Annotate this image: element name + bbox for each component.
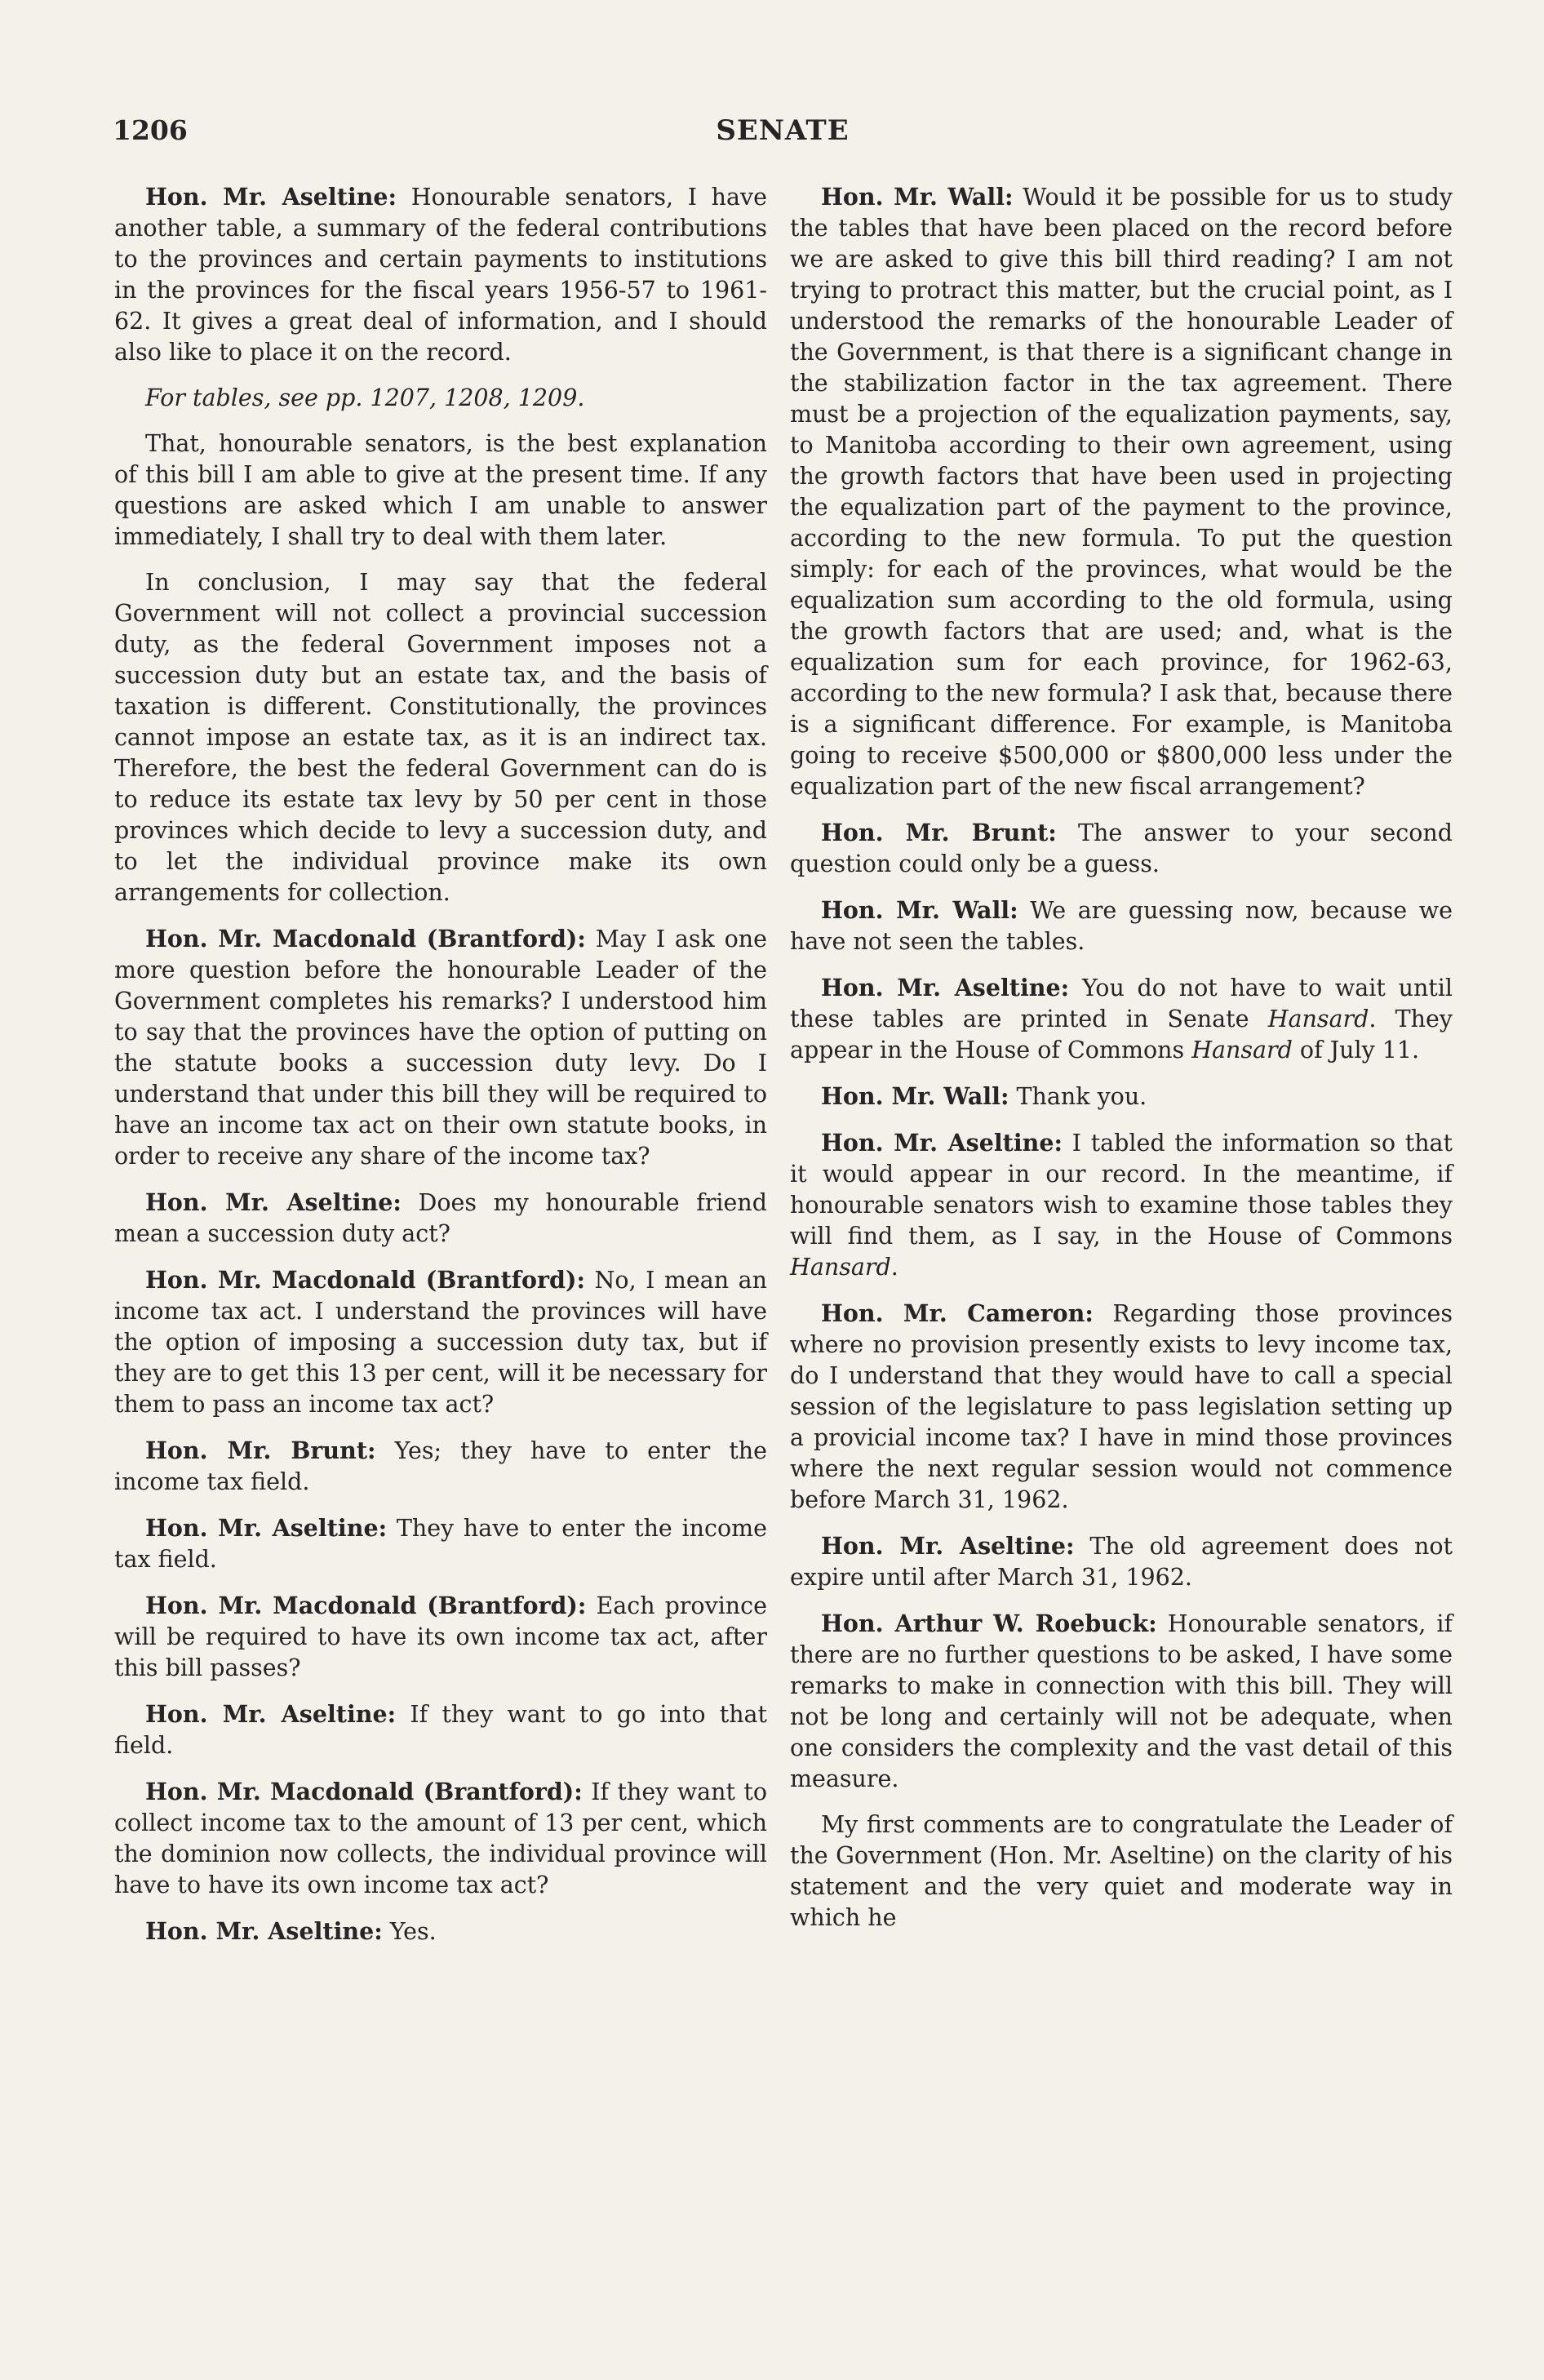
speech-text: Honourable senators, if there are no further questions to be asked, I have some remarks to make in connection with this bill. They will not be long and certainly will not be adequate, when one considers the complexity and the vast detail of this measure.: [790, 1610, 1453, 1792]
speech-text: of July 11.: [1292, 1037, 1420, 1063]
speaker-name: Hon. Mr. Macdonald (Brantford):: [145, 1778, 583, 1805]
hansard-title: Hansard: [1267, 1006, 1369, 1032]
paragraph: [114, 1916, 767, 1947]
table-reference-note: [114, 383, 767, 414]
speaker-name: Hon. Mr. Aseltine:: [145, 1917, 383, 1945]
paragraph: [114, 567, 767, 908]
speech-text: Yes.: [382, 1918, 437, 1945]
paragraph: [114, 428, 767, 553]
paragraph: [790, 1081, 1453, 1112]
speaker-name: Hon. Mr. Brunt:: [821, 819, 1057, 846]
right-column: [790, 181, 1453, 1948]
speaker-name: Hon. Mr. Aseltine:: [821, 1129, 1063, 1157]
paragraph: [790, 972, 1453, 1066]
paragraph: [114, 1435, 767, 1498]
speech-text: Yes; they have to enter the income tax field.: [114, 1437, 767, 1495]
speech-text: .: [890, 1254, 898, 1281]
speaker-name: Hon. Mr. Aseltine:: [145, 183, 397, 211]
paragraph: [114, 923, 767, 1172]
speech-text: They have to enter the income tax field.: [114, 1515, 768, 1573]
paragraph: [114, 181, 767, 368]
hansard-title: Hansard: [790, 1254, 891, 1281]
paragraph: [790, 1530, 1453, 1593]
paragraph: [114, 1776, 767, 1901]
paragraph: [790, 1608, 1453, 1795]
speaker-name: Hon. Mr. Wall:: [821, 1082, 1009, 1110]
page-header: [113, 114, 1453, 155]
speech-text: If they want to go into that field.: [114, 1701, 767, 1759]
speaker-name: Hon. Mr. Macdonald (Brantford):: [145, 925, 586, 952]
speech-text: No, I mean an income tax act. I understand the provinces will have the option of imposing a succession duty tax, but if they are to get this 13 per cent, will it be necessary for them to pass an income tax act?: [114, 1267, 767, 1418]
speaker-name: Hon. Mr. Aseltine:: [145, 1188, 402, 1216]
speaker-name: Hon. Mr. Aseltine:: [821, 1532, 1075, 1560]
paragraph: [790, 817, 1453, 880]
paragraph: [114, 1590, 767, 1684]
speech-text: In conclusion, I may say that the federal Government will not collect a provincial succession duty, as the federal Government imposes not a succession duty but an estate tax, and the basis of taxation is different. Constitutionally, the provinces cannot impose an estate tax, as it is an indirect tax. Therefore, the best the federal Government can do is to reduce its estate tax levy by 50 per cent in those provinces which decide to levy a succession duty, and to let the individual province make its own arrangements for collection.: [114, 569, 767, 906]
paragraph: [114, 1698, 767, 1761]
paragraph: [790, 1298, 1453, 1516]
paragraph: [114, 1264, 767, 1420]
paragraph: [790, 1127, 1453, 1283]
speaker-name: Hon. Mr. Brunt:: [145, 1436, 376, 1464]
speech-text: Would it be possible for us to study the tables that have been placed on the record before we are asked to give this bill third reading? I am not trying to protract this matter, but the crucial point, as I understood the remarks of the honourable Leader of the Government, is that there is a significant change in the stabilization factor in the tax agreement. There must be a projection of the equalization payments, say, to Manitoba according to their own agreement, using the growth factors that have been used in projecting the equalization part of the payment to the province, according to the new formula. To put the question simply: for each of the provinces, what would be the equalization sum according to the old formula, using the growth factors that are used; and, what is the equalization sum for each province, for 1962-63, according to the new formula? I ask that, because there is a significant difference. For example, is Manitoba going to receive $500,000 or $800,000 less under the equalization part of the new fiscal arrangement?: [790, 184, 1453, 800]
speech-text: If they want to collect income tax to the amount of 13 per cent, which the dominion now collects, the individual province will have to have its own income tax act?: [114, 1778, 768, 1898]
paragraph: [114, 1187, 767, 1250]
paragraph: [790, 181, 1453, 802]
speaker-name: Hon. Mr. Wall:: [821, 183, 1014, 211]
speech-text: I tabled the information so that it would appear in our record. In the meantime, if honourable senators wish to examine those tables they will find them, as I say, in the House of Commons: [790, 1130, 1453, 1250]
speech-text: The answer to your second question could only be a guess.: [790, 819, 1453, 877]
paragraph: [790, 895, 1453, 957]
speech-text: That, honourable senators, is the best explanation of this bill I am able to give at the present time. If any questions are asked which I am unable to answer immediately, I shall try to deal with them later.: [114, 430, 767, 550]
speaker-name: Hon. Mr. Aseltine:: [821, 974, 1070, 1001]
speaker-name: Hon. Arthur W. Roebuck:: [821, 1610, 1157, 1637]
paragraph: [114, 1512, 767, 1575]
speech-text: May I ask one more question before the honourable Leader of the Government completes his remarks? I understood him to say that the provinces have the option of putting on the statute books a succession duty levy. Do I understand that under this bill they will be required to have an income tax act on their own statute books, in order to receive any share of the income tax?: [114, 926, 767, 1170]
speech-text: My first comments are to congratulate the Leader of the Government (Hon. Mr. Aseltine) on the clarity of his statement and the very quiet and moderate way in which he: [790, 1811, 1453, 1931]
speaker-name: Hon. Mr. Wall:: [821, 896, 1018, 924]
speech-text: Thank you.: [1009, 1083, 1147, 1110]
speech-text: . They appear in the House of Commons: [790, 1006, 1453, 1063]
page-title: SENATE: [716, 114, 850, 147]
speaker-name: Hon. Mr. Aseltine:: [145, 1700, 397, 1728]
note-text: For tables, see pp. 1207, 1208, 1209.: [145, 384, 585, 411]
speech-text: We are guessing now, because we have not seen the tables.: [790, 897, 1453, 955]
speaker-name: Hon. Mr. Aseltine:: [145, 1514, 388, 1542]
speaker-name: Hon. Mr. Cameron:: [821, 1299, 1094, 1327]
speech-text: Each province will be required to have its own income tax act, after this bill passes?: [114, 1592, 767, 1681]
speaker-name: Hon. Mr. Macdonald (Brantford):: [145, 1266, 585, 1294]
left-column: [114, 181, 767, 1962]
speech-text: You do not have to wait until these tables are printed in Senate: [790, 975, 1453, 1032]
speech-text: Honourable senators, I have another table, a summary of the federal contributions to the provinces and certain payments to institutions in the provinces for the fiscal years 1956-57 to 1961-62. It gives a great deal of information, and I should also like to place it on the record.: [114, 184, 767, 366]
speech-text: Does my honourable friend mean a succession duty act?: [114, 1189, 767, 1247]
page-number: 1206: [113, 114, 188, 146]
speech-text: The old agreement does not expire until after March 31, 1962.: [790, 1533, 1453, 1591]
speaker-name: Hon. Mr. Macdonald (Brantford):: [145, 1592, 587, 1619]
speech-text: Regarding those provinces where no provision presently exists to levy income tax, do I understand that they would have to call a special session of the legislature to pass legislation setting up a provicial income tax? I have in mind those provinces where the next regular session would not commence before March 31, 1962.: [790, 1300, 1453, 1513]
paragraph: [790, 1809, 1453, 1934]
hansard-title: Hansard: [1191, 1037, 1293, 1063]
